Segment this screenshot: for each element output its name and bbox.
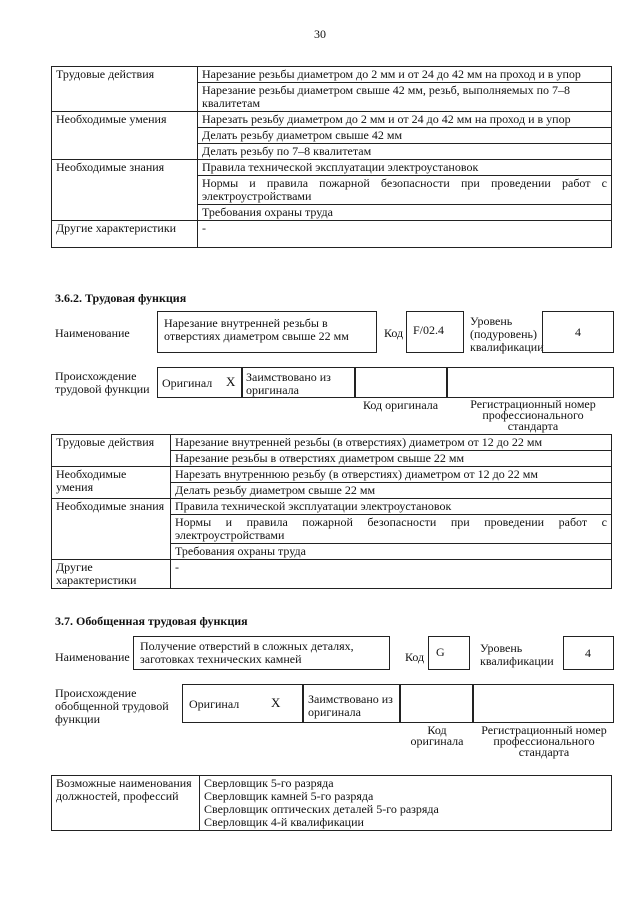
row-label: Необходимые знания [52,160,198,221]
code-original-label: Код оригинала [363,398,439,412]
name-label: Наименование [55,326,130,340]
row-label: Возможные наименования должностей, профессий [52,776,200,831]
borrowed-label: Заимствовано из оригинала [246,370,331,397]
row-item: Делать резьбу диаметром свыше 22 мм [171,483,612,499]
row-item: Нарезать внутреннюю резьбу (в отверстиях) диаметром от 12 до 22 мм [171,467,612,483]
section-heading: 3.7. Обобщенная трудовая функция [55,614,248,628]
row-item: Требования охраны труда [171,544,612,560]
table-row [52,499,612,515]
list-item: Сверловщик камней 5-го разряда [204,789,374,803]
table-row [52,160,612,176]
row-item: Делать резьбу диаметром свыше 42 мм [198,128,612,144]
name-box [133,636,390,670]
row-item: Нарезать резьбу диаметром до 2 мм и от 24 до 42 мм на проход и в упор [198,112,612,128]
row-item: Требования охраны труда [198,205,612,221]
code-box [406,311,464,353]
origin-label: Происхождение трудовой функции [55,369,150,396]
table-row [52,776,612,831]
row-label: Трудовые действия [52,435,171,467]
code-value: F/02.4 [413,323,445,337]
code-label: Код [384,326,404,340]
page-number: 30 [314,27,326,41]
row-label: Другие характеристики [52,221,198,248]
table-row [52,112,612,128]
table-row [52,560,612,589]
reg-number-cell [472,684,614,723]
reg-number-label: Регистрационный номер профессионального стандарта [481,723,607,759]
list-item: Сверловщик 4-й квалификации [204,815,364,829]
code-original-label: Код оригинала [410,723,464,748]
original-mark: X [271,695,281,710]
row-item: Правила технической эксплуатации электроустановок [198,160,612,176]
row-item: Нарезание резьбы в отверстиях диаметром свыше 22 мм [171,451,612,467]
code-value: G [436,645,445,659]
row-item: Нарезание резьбы диаметром до 2 мм и от 24 до 42 мм на проход и в упор [198,67,612,83]
code-original-cell [354,367,448,398]
original-label: Оригинал [189,697,240,711]
level-box [542,311,614,353]
level-value: 4 [575,325,581,339]
original-cell [182,684,304,723]
level-label: Уровень (подуровень) квалификации [470,314,544,354]
reg-number-cell [446,367,614,398]
row-item: Нормы и правила пожарной безопасности при проведении работ с электроустройствами [171,515,612,544]
table-row [52,67,612,83]
original-label: Оригинал [162,376,213,390]
original-mark: X [226,374,236,389]
function-name: Нарезание внутренней резьбы в отверстиях диаметром свыше 22 мм [164,316,349,343]
row-item: Правила технической эксплуатации электроустановок [171,499,612,515]
list-item: Сверловщик оптических деталей 5-го разряда [204,802,439,816]
borrowed-cell [302,684,401,723]
code-original-cell [399,684,474,723]
level-value: 4 [585,646,591,660]
row-label: Другие характеристики [52,560,171,589]
list-item: Сверловщик 5-го разряда [204,776,334,790]
borrowed-label: Заимствовано из оригинала [308,692,393,719]
table-row [52,467,612,483]
table-row [52,435,612,451]
original-cell [157,367,243,398]
row-item: Делать резьбу по 7–8 квалитетам [198,144,612,160]
row-label: Трудовые действия [52,67,198,112]
section-heading: 3.6.2. Трудовая функция [55,291,187,305]
reg-number-label: Регистрационный номер профессионального стандарта [470,397,596,433]
code-label: Код [405,650,425,664]
row-label: Необходимые умения [52,112,198,160]
code-box [428,636,470,670]
row-item: - [198,221,612,248]
row-item: Нарезание резьбы диаметром свыше 42 мм, резьб, выполняемых по 7–8 квалитетам [198,83,612,112]
name-label: Наименование [55,650,130,664]
row-item: - [171,560,612,589]
row-label: Необходимые знания [52,499,171,560]
name-box [157,311,377,353]
table-row [52,221,612,248]
function-name: Получение отверстий в сложных деталях, заготовках технических камней [140,639,354,666]
origin-label: Происхождение обобщенной трудовой функции [55,686,169,726]
row-item: Нарезание внутренней резьбы (в отверстиях) диаметром от 12 до 22 мм [171,435,612,451]
row-items [200,776,612,831]
labor-function-table-1 [51,66,612,248]
row-label: Необходимые умения [52,467,171,499]
row-item: Нормы и правила пожарной безопасности при проведении работ с электроустройствами [198,176,612,205]
borrowed-cell [241,367,356,398]
labor-function-table-2 [51,434,612,589]
level-label: Уровень квалификации [480,641,554,668]
level-box [563,636,614,670]
positions-table [51,775,612,831]
